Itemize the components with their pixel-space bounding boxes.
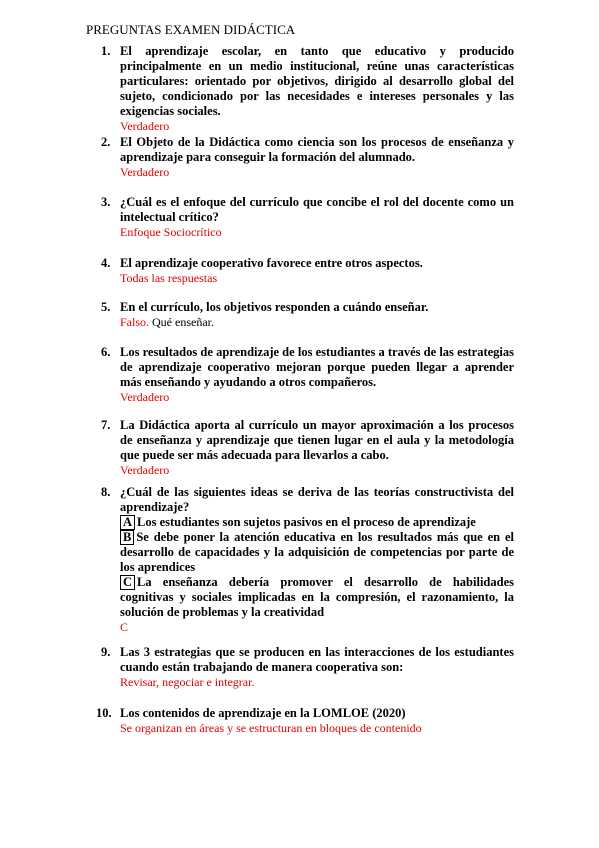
question-text: ¿Cuál es el enfoque del currículo que concibe el rol del docente como un intelectual crítico?: [120, 195, 514, 224]
answer-verdict: Falso.: [120, 315, 150, 329]
question-number: 7.: [101, 418, 111, 432]
option-c: [120, 575, 514, 620]
question-number: 2.: [101, 135, 111, 149]
question-number: 3.: [101, 195, 111, 209]
option-a: [120, 515, 514, 530]
question-9: [101, 645, 514, 690]
answer-text: Verdadero: [120, 463, 170, 477]
question-text: En el currículo, los objetivos responden a cuándo enseñar.: [120, 300, 429, 314]
question-6: [101, 345, 514, 405]
question-5: [101, 300, 514, 330]
option-text: Los estudiantes son sujetos pasivos en el proceso de aprendizaje: [137, 515, 476, 529]
answer-text: Verdadero: [120, 390, 170, 404]
question-2: [101, 135, 514, 180]
question-number: 1.: [101, 44, 111, 58]
question-10: [96, 706, 514, 736]
question-number: 6.: [101, 345, 111, 359]
answer-text: Todas las respuestas: [120, 271, 218, 285]
answer-text: Verdadero: [120, 119, 170, 133]
question-number: 9.: [101, 645, 111, 659]
question-8: [101, 485, 514, 635]
question-3: [101, 195, 514, 240]
option-letter-box: C: [120, 575, 135, 590]
question-text: ¿Cuál de las siguientes ideas se deriva de las teorías constructivista del aprendizaje?: [120, 485, 514, 514]
question-7: [101, 418, 514, 478]
question-1: [101, 44, 514, 134]
option-letter-box: B: [120, 530, 134, 545]
question-number: 5.: [101, 300, 111, 314]
question-text: El Objeto de la Didáctica como ciencia son los procesos de enseñanza y aprendizaje para conseguir la formación del alumnado.: [120, 135, 514, 164]
question-number: 10.: [96, 706, 112, 720]
option-text: La enseñanza debería promover el desarrollo de habilidades cognitivas y sociales implicadas en la compresión, el razonamiento, la solución de problemas y la creatividad: [120, 575, 514, 619]
question-4: [101, 256, 514, 286]
answer-text: C: [120, 620, 129, 634]
option-letter-box: A: [120, 515, 135, 530]
answer-text: Enfoque Sociocrítico: [120, 225, 222, 239]
question-text: El aprendizaje escolar, en tanto que educativo y producido principalmente en un medio institucional, reúne unas características particulares: orientado por objetivos, dirigido al desarrollo global del sujeto, condicionado por las necesidades e intereses personales y las exigencias sociales.: [120, 44, 514, 118]
question-text: Los contenidos de aprendizaje en la LOMLOE (2020): [120, 706, 406, 720]
question-number: 8.: [101, 485, 111, 499]
answer-note: Qué enseñar.: [152, 315, 214, 329]
option-b: [120, 530, 514, 575]
answer-text: Se organizan en áreas y se estructuran en bloques de contenido: [120, 721, 422, 735]
question-number: 4.: [101, 256, 111, 270]
answer-text: [120, 315, 514, 330]
option-text: Se debe poner la atención educativa en los resultados más que en el desarrollo de capacidades y la adquisición de competencias por parte de los aprendices: [120, 530, 514, 574]
answer-text: Revisar, negociar e integrar.: [120, 675, 255, 689]
question-text: El aprendizaje cooperativo favorece entre otros aspectos.: [120, 256, 423, 270]
question-text: Las 3 estrategias que se producen en las interacciones de los estudiantes cuando están trabajando de manera cooperativa son:: [120, 645, 514, 674]
question-text: La Didáctica aporta al currículo un mayor aproximación a los procesos de enseñanza y aprendizaje que tienen lugar en el aula y la metodología que puede ser más adecuada para llevarlos a cabo.: [120, 418, 514, 462]
document-title: PREGUNTAS EXAMEN DIDÁCTICA: [86, 22, 296, 37]
answer-text: Verdadero: [120, 165, 170, 179]
question-text: Los resultados de aprendizaje de los estudiantes a través de las estrategias de aprendizaje cooperativo mejoran porque pueden llegar a aprender más enseñando y ayudando a otros compañeros.: [120, 345, 514, 389]
